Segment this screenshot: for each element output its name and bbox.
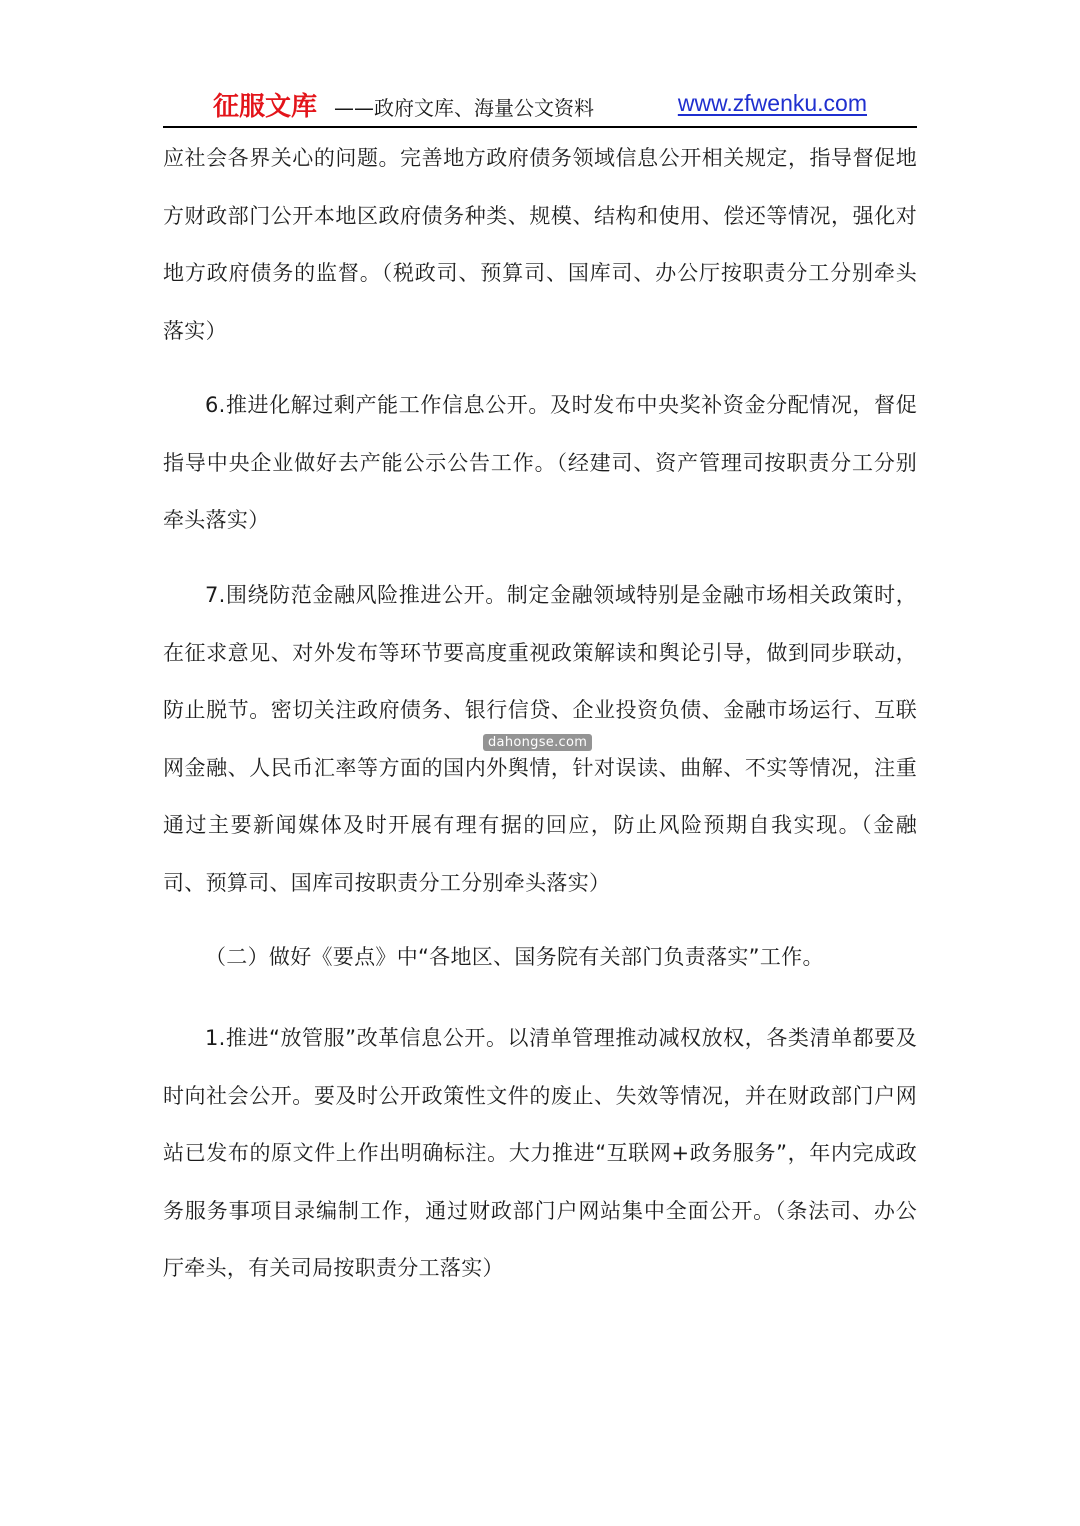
website-link[interactable]: www.zfwenku.com	[677, 90, 867, 116]
watermark: dahongse.com	[483, 734, 592, 751]
header-tagline: ——政府文库、海量公文资料	[334, 96, 594, 120]
paragraph-financial-risk: 7.围绕防范金融风险推进公开。制定金融领域特别是金融市场相关政策时，在征求意见、对外发布等环节要高度重视政策解读和舆论引导，做到同步联动，防止脱节。密切关注政府债务、银行信贷、企业投资负债、金融市场运行、互联网金融、人民币汇率等方面的国内外舆情，针对误读、曲解、不实等情况，注重通过主要新闻媒体及时开展有理有据的回应，防止风险预期自我实现。（金融司、预算司、国库司按职责分工分别牵头落实）	[163, 583, 917, 895]
paragraph-overcapacity: 6.推进化解过剩产能工作信息公开。及时发布中央奖补资金分配情况，督促指导中央企业做好去产能公示公告工作。（经建司、资产管理司按职责分工分别牵头落实）	[163, 393, 917, 532]
brand-logo-text: 征服文库	[213, 92, 318, 122]
paragraph-debt-disclosure: 应社会各界关心的问题。完善地方政府债务领域信息公开相关规定，指导督促地方财政部门公开本地区政府债务种类、规模、结构和使用、偿还等情况，强化对地方政府债务的监督。（税政司、预算司、国库司、办公厅按职责分工分别牵头落实）	[163, 146, 917, 343]
section-heading-two: （二）做好《要点》中“各地区、国务院有关部门负责落实”工作。	[205, 945, 824, 969]
paragraph-fangguanfu-reform: 1.推进“放管服”改革信息公开。以清单管理推动减权放权，各类清单都要及时向社会公开。要及时公开政策性文件的废止、失效等情况，并在财政部门户网站已发布的原文件上作出明确标注。大力推进“互联网+政务服务”，年内完成政务服务事项目录编制工作，通过财政部门户网站集中全面公开。（条法司、办公厅牵头，有关司局按职责分工落实）	[163, 1026, 917, 1280]
page-header	[163, 82, 917, 128]
